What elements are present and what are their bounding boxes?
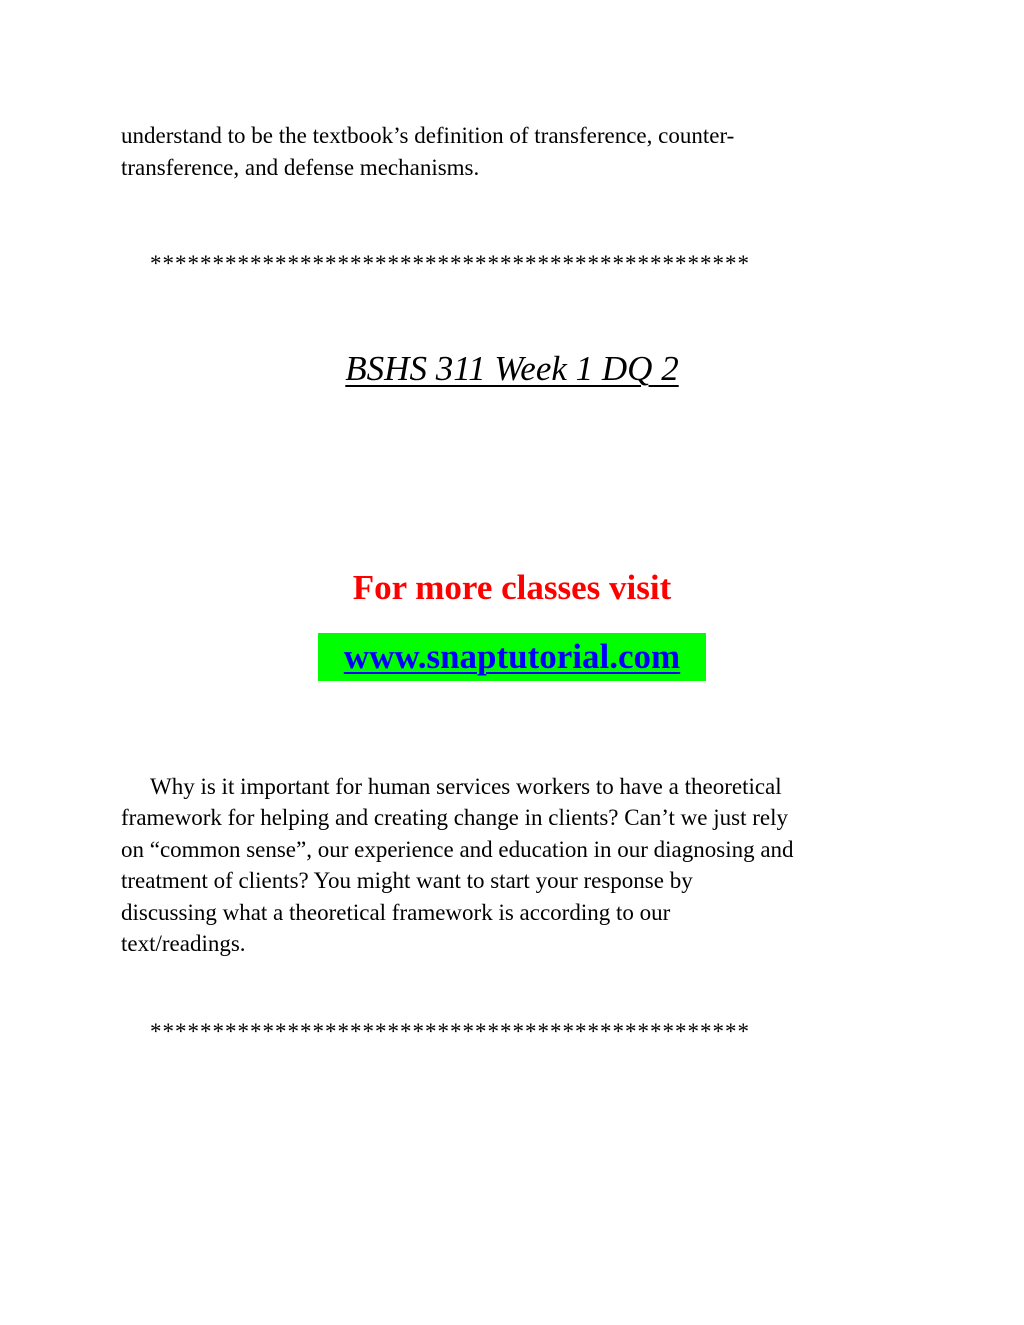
intro-paragraph [121,120,901,184]
asterisk-divider-bottom: ************************************************ [150,1019,750,1044]
question-line: on “common sense”, our experience and education in our diagnosing and [121,836,794,862]
question-line: treatment of clients? You might want to start your response by [121,868,693,894]
intro-line: understand to be the textbook’s definition of transference, counter- [121,123,735,148]
question-line: framework for helping and creating change in clients? Can’t we just rely [121,805,788,831]
question-line: Why is it important for human services workers to have a theoretical [150,774,782,799]
question-line: text/readings. [121,931,246,957]
promo-heading: For more classes visit [352,568,672,607]
link-highlight [318,633,706,681]
asterisk-divider-top: ************************************************ [150,251,750,276]
question-line: discussing what a theoretical framework is according to our [121,899,671,925]
page-title: BSHS 311 Week 1 DQ 2 [345,349,679,388]
website-link[interactable]: www.snaptutorial.com [343,637,681,676]
question-paragraph [121,771,921,959]
intro-line: transference, and defense mechanisms. [121,155,480,180]
